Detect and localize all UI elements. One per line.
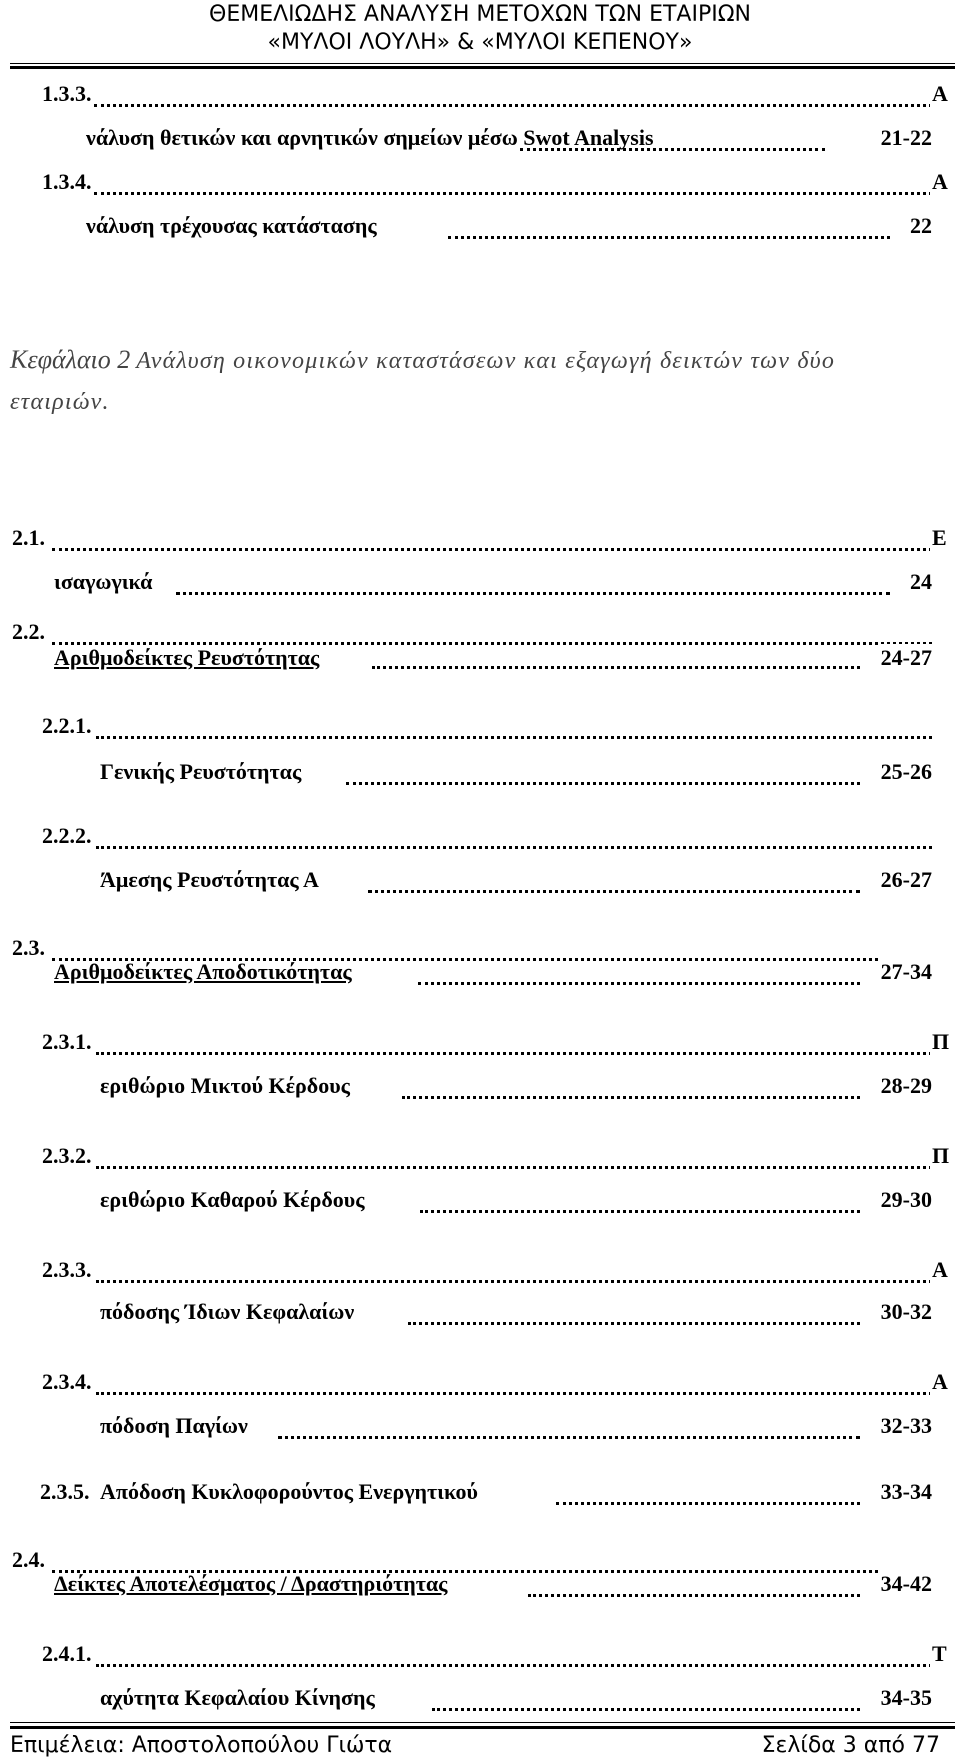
toc-text: εριθώριο Καθαρού Κέρδους — [100, 1187, 365, 1212]
toc-pages: 22 — [910, 213, 932, 238]
leader-dots — [176, 592, 890, 595]
toc-text: πόδοσης Ίδιων Κεφαλαίων — [100, 1299, 355, 1324]
leader-dots — [420, 1210, 860, 1213]
leader-dots — [402, 1096, 860, 1099]
toc-tail: Ε — [932, 525, 947, 550]
header-rule — [10, 63, 955, 64]
toc-tail: Α — [932, 1257, 948, 1282]
toc-pages: 34-35 — [880, 1685, 932, 1710]
leader-dots — [96, 736, 932, 739]
chapter-title: Ανάλυση οικονομικών καταστάσεων και εξαγωγή δεικτών των δύο — [136, 348, 836, 374]
toc-pages: 26-27 — [880, 867, 932, 892]
chapter-title-cont: εταιριών. — [10, 389, 110, 415]
leader-dots — [368, 890, 860, 893]
leader-dots — [408, 1322, 860, 1325]
toc-pages: 29-30 — [880, 1187, 932, 1212]
toc-pages: 30-32 — [880, 1299, 932, 1324]
leader-dots — [52, 548, 932, 551]
toc-text: νάλυση θετικών και αρνητικών σημείων μέσω Swot Analysis — [86, 125, 654, 150]
leader-dots — [418, 982, 860, 985]
footer-author: Επιμέλεια: Αποστολοπούλου Γιώτα — [10, 1733, 393, 1758]
leader-dots — [96, 1280, 932, 1283]
leader-dots — [96, 1052, 932, 1055]
toc-text: Αριθμοδείκτες Ρευστότητας — [54, 645, 320, 670]
toc-pages: 25-26 — [880, 759, 932, 784]
leader-dots — [96, 1664, 932, 1667]
toc-tail: Π — [932, 1029, 950, 1054]
toc-number: 1.3.3. — [42, 81, 92, 106]
toc-number: 2.1. — [12, 525, 45, 550]
toc-number: 2.2.2. — [42, 823, 92, 848]
leader-dots — [94, 192, 932, 195]
leader-dots — [556, 1502, 860, 1505]
toc-tail: Π — [932, 1143, 950, 1168]
toc-pages: 27-34 — [880, 959, 932, 984]
leader-dots — [432, 1708, 860, 1711]
leader-dots — [346, 782, 860, 785]
toc-text: Απόδοση Κυκλοφορούντος Ενεργητικού — [100, 1479, 478, 1504]
toc-number: 2.3.4. — [42, 1369, 92, 1394]
header-rule-thick — [10, 66, 955, 69]
leader-dots — [528, 1594, 860, 1597]
header-title-line1: ΘΕΜΕΛΙΩΔΗΣ ΑΝΑΛΥΣΗ ΜΕΤΟΧΩΝ ΤΩΝ ΕΤΑΙΡΙΩΝ — [209, 2, 751, 27]
toc-pages: 28-29 — [880, 1073, 932, 1098]
toc-text: Γενικής Ρευστότητας — [100, 759, 302, 784]
toc-tail: Α — [932, 1369, 948, 1394]
footer-rule-thick — [10, 1726, 955, 1729]
toc-text: ισαγωγικά — [54, 569, 153, 594]
toc-number: 2.4.1. — [42, 1641, 92, 1666]
leader-dots — [278, 1436, 860, 1439]
chapter-2-heading-cont — [10, 382, 950, 422]
toc-text: εριθώριο Μικτού Κέρδους — [100, 1073, 350, 1098]
toc-pages: 21-22 — [880, 125, 932, 150]
toc-text: Άμεσης Ρευστότητας Α — [100, 867, 319, 892]
toc-number: 2.2.1. — [42, 713, 92, 738]
toc-number: 2.3. — [12, 935, 45, 960]
footer-page-number: Σελίδα 3 από 77 — [761, 1733, 940, 1758]
leader-dots — [96, 1166, 932, 1169]
footer-rule — [10, 1722, 955, 1723]
toc-text: Δείκτες Αποτελέσματος / Δραστηριότητας — [54, 1571, 448, 1596]
leader-dots — [94, 104, 932, 107]
leader-dots — [372, 666, 860, 669]
toc-text: Αριθμοδείκτες Αποδοτικότητας — [54, 959, 352, 984]
toc-pages: 24 — [910, 569, 932, 594]
toc-pages: 34-42 — [880, 1571, 932, 1596]
leader-dots — [96, 1392, 932, 1395]
toc-number: 2.2. — [12, 619, 45, 644]
toc-pages: 24-27 — [880, 645, 932, 670]
toc-number: 2.3.3. — [42, 1257, 92, 1282]
toc-text: νάλυση τρέχουσας κατάστασης — [86, 213, 377, 238]
toc-number: 1.3.4. — [42, 169, 92, 194]
toc-text: αχύτητα Κεφαλαίου Κίνησης — [100, 1685, 375, 1710]
leader-dots — [96, 846, 932, 849]
toc-number: 2.4. — [12, 1547, 45, 1572]
chapter-label: Κεφάλαιο 2 — [10, 345, 131, 374]
toc-tail: Α — [932, 81, 948, 106]
toc-tail: Α — [932, 169, 948, 194]
toc-number: 2.3.5. — [40, 1479, 90, 1504]
toc-tail: Τ — [932, 1641, 947, 1666]
toc-pages: 33-34 — [880, 1479, 932, 1504]
chapter-2-heading[interactable] — [10, 340, 950, 381]
toc-number: 2.3.1. — [42, 1029, 92, 1054]
header-title-line2: «ΜΥΛΟΙ ΛΟΥΛΗ» & «ΜΥΛΟΙ ΚΕΠΕΝΟΥ» — [267, 30, 693, 55]
leader-dots — [448, 236, 890, 239]
toc-pages: 32-33 — [880, 1413, 932, 1438]
toc-text: πόδοση Παγίων — [100, 1413, 248, 1438]
toc-number: 2.3.2. — [42, 1143, 92, 1168]
